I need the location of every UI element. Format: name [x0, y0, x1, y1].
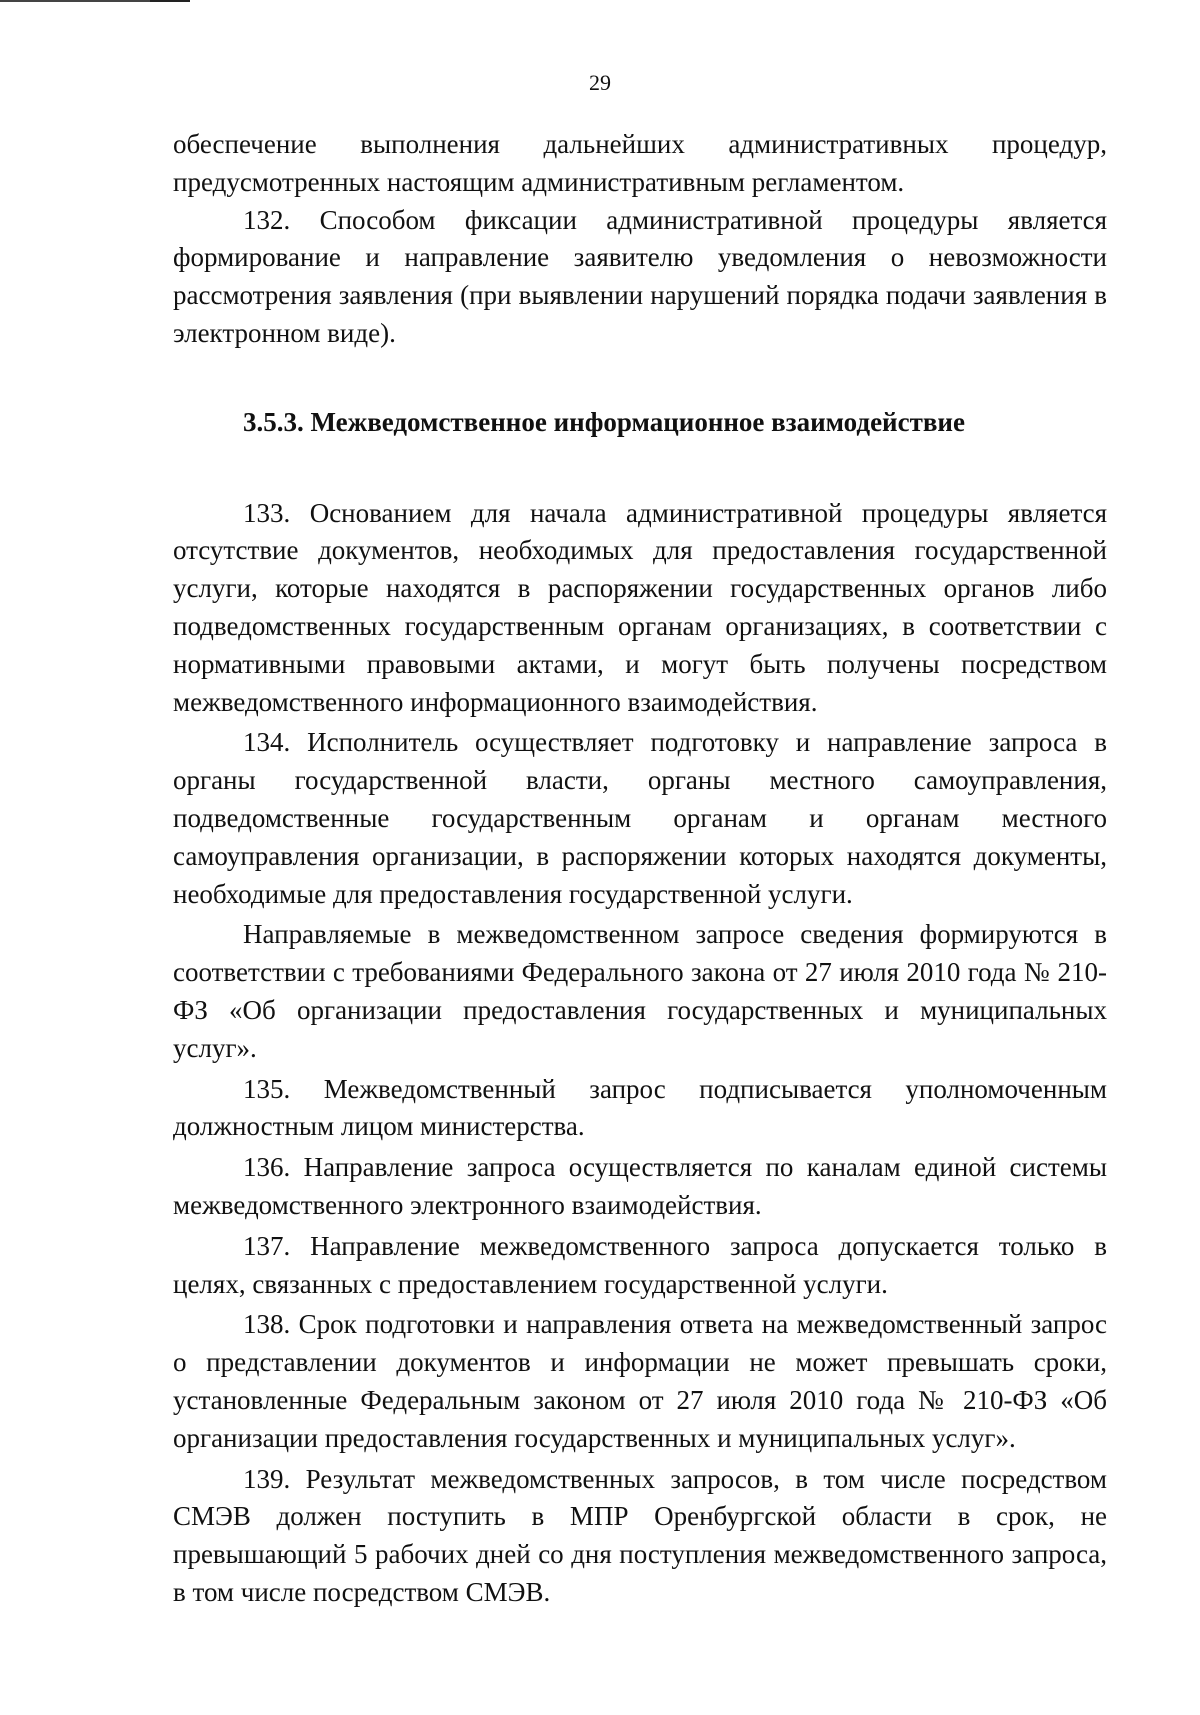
paragraph-134: 134. Исполнитель осуществляет подготовку и направление запроса в органы государственной власти, органы местного самоуправления, подведомственные государственным органам и органам местного самоуправления организации, в распоряжении которых находятся документы, необходимые для предоставления государственной услуги.: [173, 727, 1107, 909]
scan-edge-mark: [0, 0, 190, 8]
paragraph-133: 133. Основанием для начала административной процедуры является отсутствие документов, необходимых для предоставления государственной услуги, которые находятся в распоряжении государственных органов либо подведомственных государственным органам организациях, в соответствии с нормативными правовыми актами, и могут быть получены посредством межведомственного информационного взаимодействия.: [173, 497, 1107, 717]
paragraph-136: 136. Направление запроса осуществляется по каналам единой системы межведомственного электронного взаимодействия.: [173, 1152, 1107, 1220]
paragraph-continuation: обеспечение выполнения дальнейших административных процедур, предусмотренных настоящим административным регламентом.: [173, 129, 1107, 197]
paragraph-135: 135. Межведомственный запрос подписывается уполномоченным должностным лицом министерства.: [173, 1073, 1107, 1142]
paragraph-138: 138. Срок подготовки и направления ответа на межведомственный запрос о представлении документов и информации не может превышать сроки, установленные Федеральным законом от 27 июля 2010 года № 210-ФЗ «Об организации предоставления государственных и муниципальных услуг».: [173, 1309, 1107, 1453]
paragraph-134-requirements: Направляемые в межведомственном запросе сведения формируются в соответствии с требованиями Федерального закона от 27 июля 2010 года № 210-ФЗ «Об организации предоставления государственных и муниципальных услуг».: [173, 919, 1107, 1063]
paragraph-132: 132. Способом фиксации административной процедуры является формирование и направление заявителю уведомления о невозможности рассмотрения заявления (при выявлении нарушений порядка подачи заявления в электронном виде).: [173, 204, 1107, 348]
page-number: 29: [589, 70, 611, 95]
document-body: [173, 126, 1107, 1612]
paragraph-139: 139. Результат межведомственных запросов, в том числе посредством СМЭВ должен поступить в МПР Оренбургской области в срок, не превышающий 5 рабочих дней со дня поступления межведомственного запроса, в том числе посредством СМЭВ.: [173, 1463, 1107, 1607]
section-heading: 3.5.3. Межведомственное информационное взаимодействие: [243, 406, 965, 437]
paragraph-137: 137. Направление межведомственного запроса допускается только в целях, связанных с предоставлением государственной услуги.: [173, 1230, 1107, 1299]
